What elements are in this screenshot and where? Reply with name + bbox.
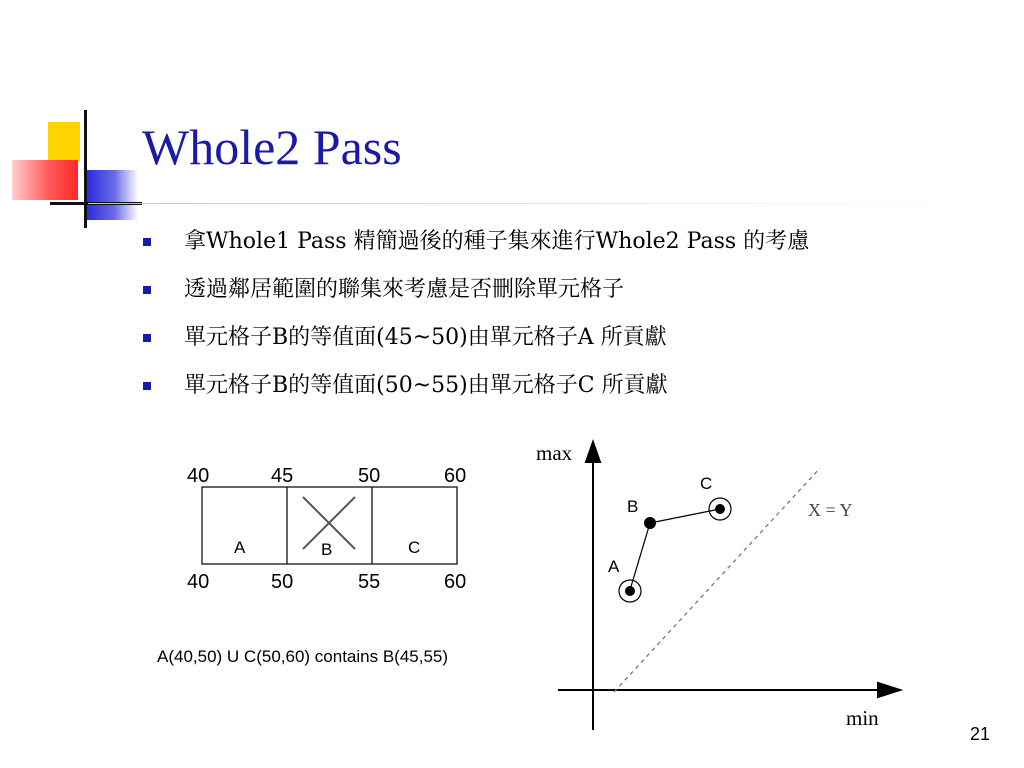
decor-vertical-line (84, 110, 87, 228)
y-axis-label: max (536, 441, 573, 465)
slide-title: Whole2 Pass (142, 119, 402, 175)
bottom-range-label: 50 (271, 571, 294, 593)
diagonal-label: X = Y (808, 500, 853, 520)
bottom-range-label: 60 (444, 571, 467, 593)
bullet-text: 透過鄰居範圍的聯集來考慮是否刪除單元格子 (184, 277, 625, 302)
diagonal-line (614, 468, 820, 692)
diagram-caption: A(40,50) U C(50,60) contains B(45,55) (157, 647, 449, 666)
decor-red-square (12, 160, 78, 200)
title-decoration (0, 0, 140, 230)
point-c (700, 474, 731, 520)
top-range-label: 50 (358, 465, 381, 487)
cell-range-diagram (140, 450, 540, 680)
point-label-c: C (700, 474, 713, 493)
square-bullet-icon (143, 286, 151, 294)
x-axis-label: min (846, 706, 879, 730)
square-bullet-icon (143, 238, 151, 246)
point-label-a: A (608, 557, 620, 576)
point-label-b: B (627, 497, 639, 516)
bottom-range-label: 40 (187, 571, 210, 593)
bullet-text: 拿Whole1 Pass 精簡過後的種子集來進行Whole2 Pass 的考慮 (184, 229, 810, 254)
bottom-range-label: 55 (358, 571, 381, 593)
cell-label-a: A (234, 538, 246, 557)
cell-label-b: B (321, 540, 333, 559)
square-bullet-icon (143, 334, 151, 342)
page-number: 21 (969, 724, 990, 744)
square-bullet-icon (143, 382, 151, 390)
top-range-label: 40 (187, 465, 210, 487)
bullet-text: 單元格子B的等值面(50~55)由單元格子C 所貢獻 (184, 373, 668, 398)
title-underline (88, 203, 988, 204)
span-space-plot (536, 430, 920, 740)
axes (558, 442, 900, 730)
point-connections (630, 509, 720, 590)
decor-blue-square (86, 170, 138, 220)
bullet-text: 單元格子B的等值面(45~50)由單元格子A 所貢獻 (184, 325, 667, 350)
point-a (608, 557, 641, 602)
point-b (627, 497, 656, 529)
top-range-label: 45 (271, 465, 294, 487)
top-range-label: 60 (444, 465, 467, 487)
cell-label-c: C (408, 538, 421, 557)
decor-yellow-square (48, 122, 80, 162)
